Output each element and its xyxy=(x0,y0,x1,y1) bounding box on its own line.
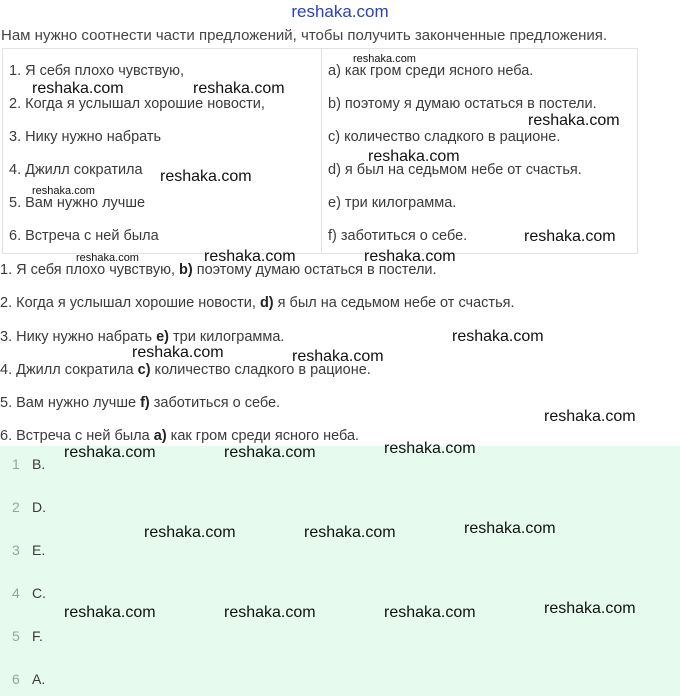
sentence-ending-a: a) как гром среди ясного неба. xyxy=(328,63,534,79)
instruction-text: Нам нужно соотнести части предложений, чтобы получить законченные предложения. xyxy=(1,27,608,44)
watermark: reshaka.com xyxy=(224,604,316,621)
watermark: reshaka.com xyxy=(32,185,95,197)
watermark: reshaka.com xyxy=(544,600,636,617)
answer-line-1: 1. Я себя плохо чувствую, b) поэтому думаю остаться в постели. xyxy=(0,262,437,278)
answer-key-row-2: 2 D. xyxy=(12,499,46,515)
watermark: reshaka.com xyxy=(368,148,460,165)
watermark: reshaka.com xyxy=(528,112,620,129)
watermark: reshaka.com xyxy=(292,348,384,365)
watermark: reshaka.com xyxy=(32,80,124,97)
sentence-ending-e: e) три килограмма. xyxy=(328,195,457,211)
sentence-start-4: 4. Джилл сократила xyxy=(9,162,143,178)
sentence-ending-c: c) количество сладкого в рационе. xyxy=(328,129,561,145)
watermark: reshaka.com xyxy=(384,604,476,621)
watermark: reshaka.com xyxy=(204,248,296,265)
answer-key-row-3: 3 E. xyxy=(12,542,46,558)
watermark: reshaka.com xyxy=(364,248,456,265)
watermark: reshaka.com xyxy=(193,80,285,97)
site-title[interactable]: reshaka.com xyxy=(291,2,389,21)
watermark: reshaka.com xyxy=(304,524,396,541)
answer-line-2: 2. Когда я услышал хорошие новости, d) я был на седьмом небе от счастья. xyxy=(0,295,515,312)
answer-line-5: 5. Вам нужно лучше f) заботиться о себе. xyxy=(0,395,281,412)
watermark: reshaka.com xyxy=(64,604,156,621)
watermark: reshaka.com xyxy=(524,228,616,245)
sentence-start-5: 5. Вам нужно лучше xyxy=(9,195,146,211)
sentence-ending-d: d) я был на седьмом небе от счастья. xyxy=(328,162,582,178)
sentence-ending-b: b) поэтому я думаю остаться в постели. xyxy=(328,96,597,112)
sentence-start-3: 3. Нику нужно набрать xyxy=(9,129,162,145)
answer-line-4: 4. Джилл сократила c) количество сладкого в рационе. xyxy=(0,361,371,378)
sentence-ending-f: f) заботиться о себе. xyxy=(328,228,468,244)
watermark: reshaka.com xyxy=(76,252,139,264)
answer-key-row-5: 5 F. xyxy=(12,628,43,644)
watermark: reshaka.com xyxy=(64,444,156,461)
answer-line-3: 3. Нику нужно набрать e) три килограмма. xyxy=(0,328,285,345)
answer-key-row-6: 6 A. xyxy=(12,671,46,687)
watermark: reshaka.com xyxy=(224,444,316,461)
sentence-start-2: 2. Когда я услышал хорошие новости, xyxy=(9,96,265,112)
watermark: reshaka.com xyxy=(464,520,556,537)
sentence-start-1: 1. Я себя плохо чувствую, xyxy=(9,63,184,79)
watermark: reshaka.com xyxy=(132,344,224,361)
answer-line-6: 6. Встреча с ней была a) как гром среди ясного неба. xyxy=(0,428,360,445)
watermark: reshaka.com xyxy=(544,408,636,425)
answer-key-row-1: 1 B. xyxy=(12,456,46,472)
matching-table xyxy=(2,48,638,254)
watermark: reshaka.com xyxy=(384,440,476,457)
answer-key-row-4: 4 C. xyxy=(12,585,46,601)
sentence-start-6: 6. Встреча с ней была xyxy=(9,228,159,244)
matched-answers xyxy=(0,256,515,456)
answer-key-panel xyxy=(0,446,680,696)
watermark: reshaka.com xyxy=(353,53,416,65)
watermark: reshaka.com xyxy=(144,524,236,541)
watermark: reshaka.com xyxy=(452,328,544,345)
watermark: reshaka.com xyxy=(160,168,252,185)
